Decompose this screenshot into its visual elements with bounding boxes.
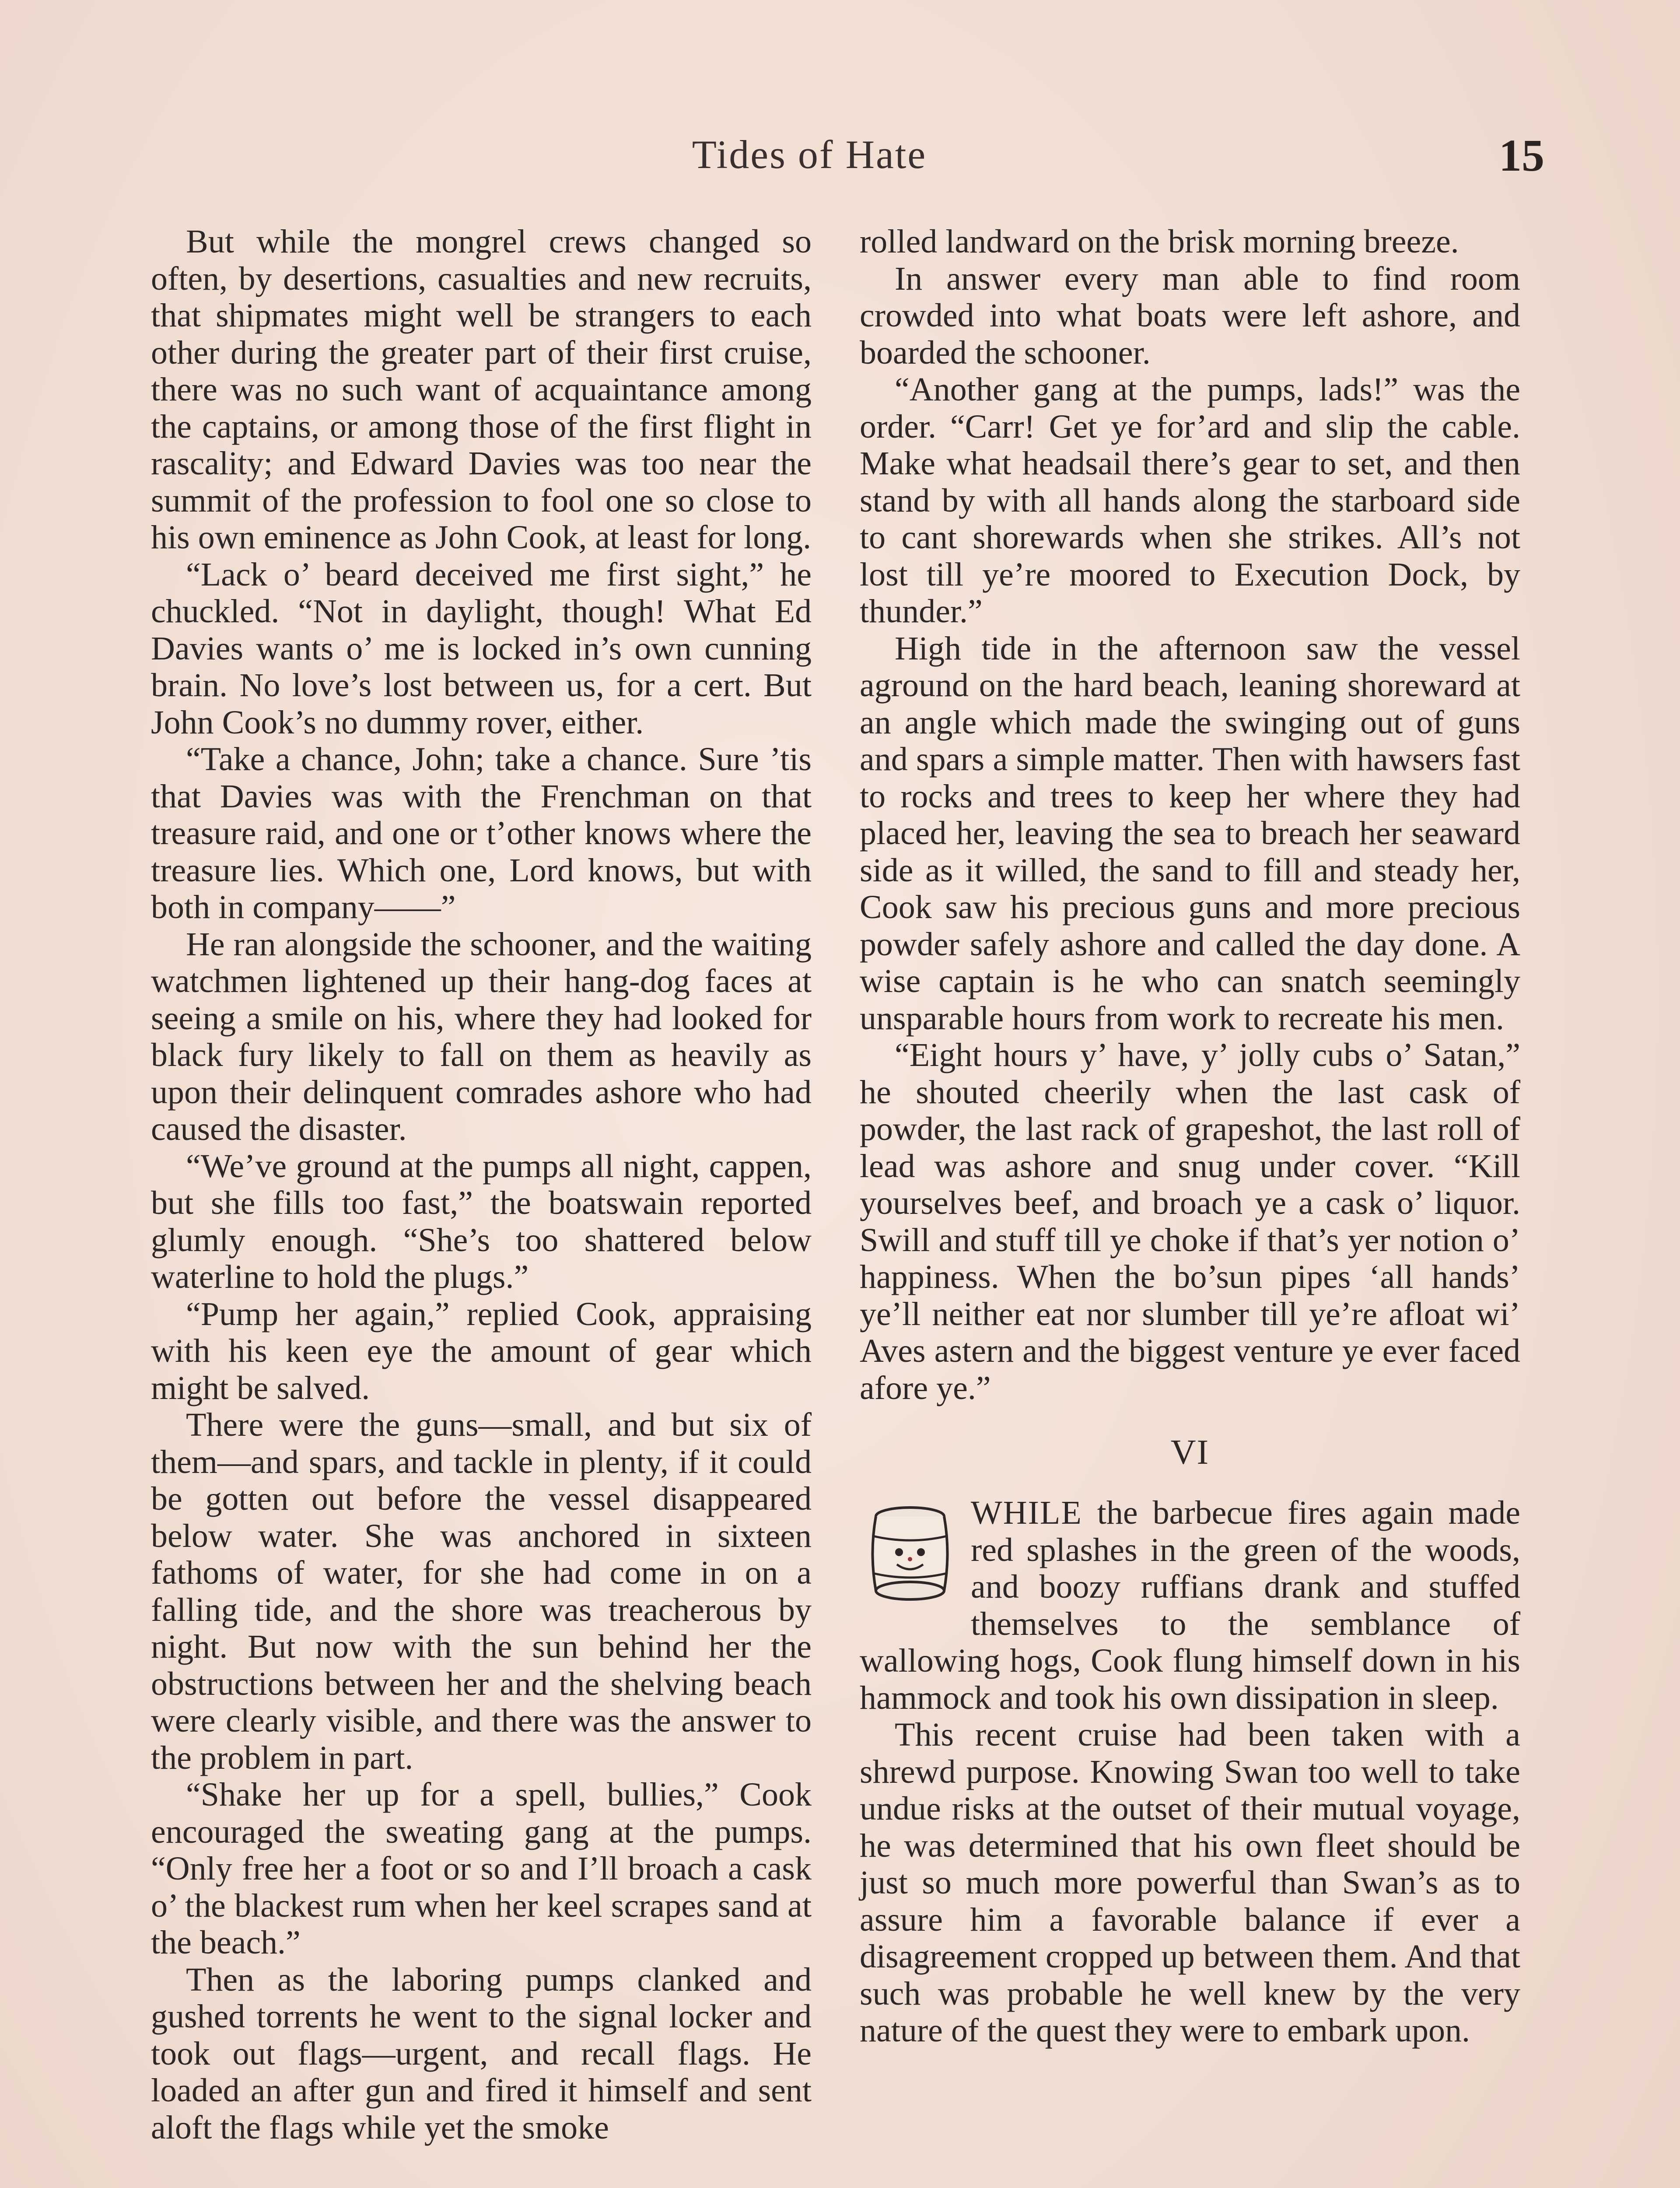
- drop-cap-paragraph: [860, 1494, 1520, 1716]
- paragraph: “Shake her up for a spell, bullies,” Cook encouraged the sweating gang at the pumps. “Only free her a foot or so and I’ll broach a cask o’ the blackest rum when her keel scrapes sand at the beach.”: [151, 1776, 812, 1961]
- paragraph: “Take a chance, John; take a chance. Sure ’tis that Davies was with the Frenchman on that treasure raid, and one or t’other knows where the treasure lies. Which one, Lord knows, but with both in company——”: [151, 741, 812, 926]
- paragraph: “Eight hours y’ have, y’ jolly cubs o’ Satan,” he shouted cheerily when the last cask of powder, the last rack of grapeshot, the last roll of lead was ashore and snug under cover. “Kill yourselves beef, and broach ye a cask o’ liquor. Swill and stuff till ye choke if that’s yer notion o’ happiness. When the bo’sun pipes ‘all hands’ ye’ll neither eat nor slumber till ye’re afloat wi’ Aves astern and the biggest venture ye ever faced afore ye.”: [860, 1037, 1520, 1406]
- paragraph: “Pump her again,” replied Cook, appraising with his keen eye the amount of gear which might be salved.: [151, 1295, 812, 1406]
- drop-paragraph-text: the barbecue fires again made red splashes in the green of the woods, and boozy ruffians drank and stuffed themselves to the semblance of wallowing hogs, Cook flung himself down in his hammock and took his own dissipation in sleep.: [860, 1494, 1520, 1716]
- paragraph: This recent cruise had been taken with a shrewd purpose. Knowing Swan too well to take undue risks at the outset of their mutual voyage, he was determined that his own fleet should be just so much more powerful than Swan’s as to assure him a favorable balance if ever a disagreement cropped up between them. And that such was probable he well knew by the very nature of the quest they were to embark upon.: [860, 1716, 1520, 2049]
- running-title: Tides of Hate: [692, 132, 927, 177]
- paragraph: “Another gang at the pumps, lads!” was the order. “Carr! Get ye for’ard and slip the cable. Make what headsail there’s gear to set, and then stand by with all hands along the starboard side to cant shorewards when she strikes. All’s not lost till ye’re moored to Execution Dock, by thunder.”: [860, 371, 1520, 630]
- page-number: 15: [1499, 130, 1544, 181]
- right-column: [860, 223, 1520, 2188]
- paragraph: Then as the laboring pumps clanked and gushed torrents he went to the signal locker and took out flags—urgent, and recall flags. He loaded an after gun and fired it himself and sent aloft the flags while yet the smoke: [151, 1961, 812, 2146]
- paragraph: “Lack o’ beard deceived me first sight,” he chuckled. “Not in daylight, though! What Ed Davies wants o’ me is locked in’s own cunning brain. No love’s lost between us, for a cert. But John Cook’s no dummy rover, either.: [151, 556, 812, 741]
- paragraph-continuation: rolled landward on the brisk morning breeze.: [860, 223, 1459, 260]
- paragraph: In answer every man able to find room crowded into what boats were left ashore, and boarded the schooner.: [860, 260, 1520, 371]
- section-heading: VI: [1170, 1433, 1210, 1472]
- left-column: [151, 223, 812, 2188]
- paragraph: He ran alongside the schooner, and the waiting watchmen lightened up their hang-dog faces at seeing a smile on his, where they had looked for black fury likely to fall on them as heavily as upon their delinquent comrades ashore who had caused the disaster.: [151, 926, 812, 1147]
- paragraph: But while the mongrel crews changed so often, by desertions, casualties and new recruits, that shipmates might well be strangers to each other during the greater part of their first cruise, there was no such want of acquaintance among the captains, or among those of the first flight in rascality; and Edward Davies was too near the summit of the profession to fool one so close to his own eminence as John Cook, at least for long.: [151, 223, 812, 556]
- paragraph: High tide in the afternoon saw the vessel aground on the hard beach, leaning shoreward at an angle which made the swinging out of guns and spars a simple matter. Then with hawsers fast to rocks and trees to keep her where they had placed her, leaving the sea to breach her seaward side as it willed, the sand to fill and steady her, Cook saw his precious guns and more precious powder safely ashore and called the day done. A wise captain is he who can snatch seemingly unsparable hours from work to recreate his men.: [860, 630, 1520, 1037]
- paragraph: “We’ve ground at the pumps all night, cappen, but she fills too fast,” the boatswain reported glumly enough. “She’s too shattered below waterline to hold the plugs.”: [151, 1147, 812, 1295]
- barrel-face-icon: [860, 1499, 960, 1608]
- paragraph: There were the guns—small, and but six of them—and spars, and tackle in plenty, if it could be gotten out before the vessel disappeared below water. She was anchored in sixteen fathoms of water, for she had come in on a falling tide, and the shore was treacherous by night. But now with the sun behind her the obstructions between her and the shelving beach were clearly visible, and there was the answer to the problem in part.: [151, 1406, 812, 1776]
- drop-word: WHILE: [971, 1494, 1082, 1531]
